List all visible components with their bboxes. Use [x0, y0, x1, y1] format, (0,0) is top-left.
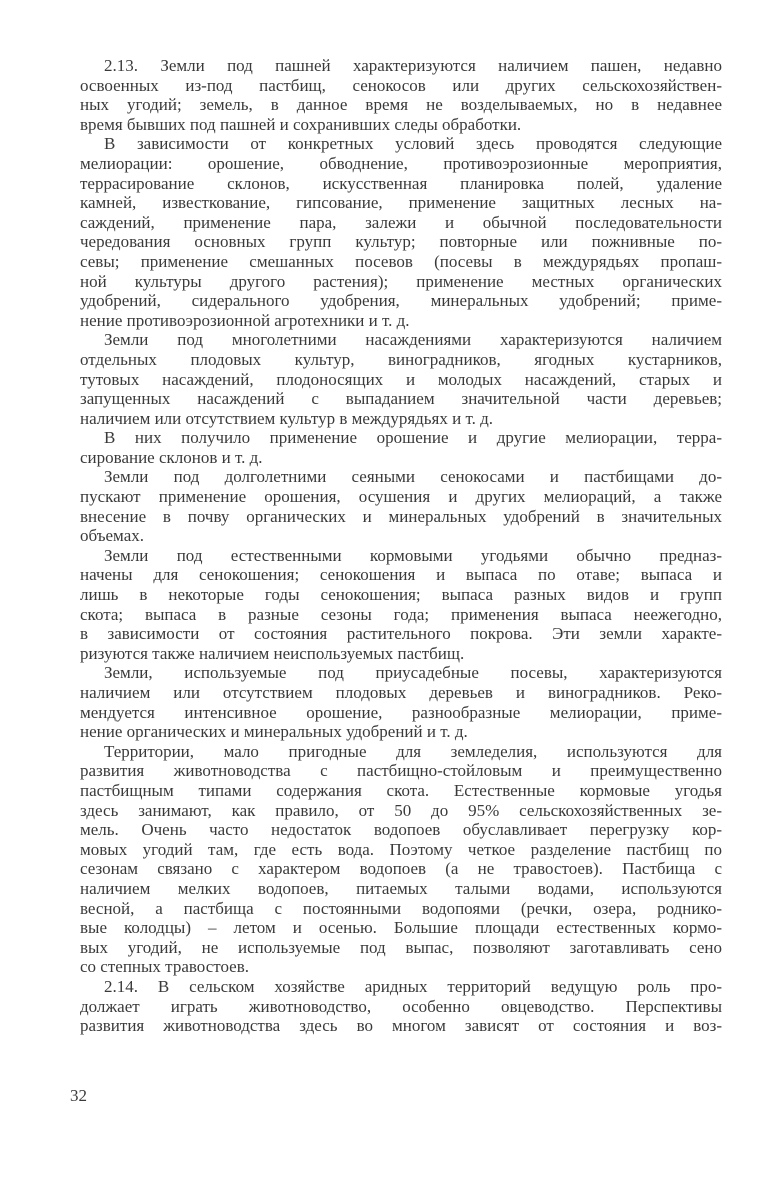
text-line: нение противоэрозионной агротехники и т. д.	[80, 310, 410, 330]
text-line: развития животноводства здесь во многом зависят от состояния и воз-	[80, 1016, 722, 1036]
text-line: в зависимости от состояния растительного покрова. Эти земли характе-	[80, 624, 722, 644]
paragraph-irrigation	[80, 428, 722, 467]
text-line: весной, а пастбища с постоянными водопоями (речки, озера, роднико-	[80, 898, 722, 918]
text-line: мендуется интенсивное орошение, разнообразные мелиорации, приме-	[80, 702, 722, 722]
text-line: камней, известкование, гипсование, применение защитных лесных на-	[80, 193, 722, 213]
document-page	[80, 56, 722, 1036]
text-line: ризуются также наличием неиспользуемых пастбищ.	[80, 643, 465, 663]
text-line: В зависимости от конкретных условий здесь проводятся следующие	[104, 134, 722, 154]
text-line: вые колодцы) – летом и осенью. Большие площади естественных кормо-	[80, 918, 722, 938]
text-line: должает играть животноводство, особенно овцеводство. Перспективы	[80, 996, 722, 1016]
text-line: Земли, используемые под приусадебные посевы, характеризуются	[104, 663, 722, 683]
paragraph-hayfields	[80, 467, 722, 545]
paragraph-territories	[80, 742, 722, 977]
text-line: пускают применение орошения, осушения и других мелиораций, а также	[80, 487, 722, 507]
text-line: сирование склонов и т. д.	[80, 447, 263, 467]
text-line: вых угодий, не используемые под выпас, позволяют заготавливать сено	[80, 937, 722, 957]
text-line: ных угодий; земель, в данное время не возделываемых, но в недавнее	[80, 95, 722, 115]
text-line: В них получило применение орошение и другие мелиорации, терра-	[104, 428, 722, 448]
text-line: здесь занимают, как правило, от 50 до 95% сельскохозяйственных зе-	[80, 800, 722, 820]
text-line: внесение в почву органических и минеральных удобрений в значительных	[80, 506, 722, 526]
paragraph-melioration	[80, 134, 722, 330]
text-line: 2.13. Земли под пашней характеризуются наличием пашен, недавно	[104, 56, 722, 75]
text-line: запущенных насаждений с выпаданием значительной части деревьев;	[80, 389, 722, 409]
text-line: объемах.	[80, 526, 144, 546]
text-line: скота; выпаса в разные сезоны года; применения выпаса неежегодно,	[80, 604, 722, 624]
text-line: начены для сенокошения; сенокошения и выпаса по отаве; выпаса и	[80, 565, 722, 585]
text-line: пастбищным типами содержания скота. Естественные кормовые угодья	[80, 780, 722, 800]
paragraph-perennial-plantings	[80, 330, 722, 428]
text-line: мелиорации: орошение, обводнение, противоэрозионные мероприятия,	[80, 153, 722, 173]
text-line: развития животноводства с пастбищно-стойловым и преимущественно	[80, 761, 722, 781]
text-line: Земли под долголетними сеяными сенокосами и пастбищами до-	[104, 467, 722, 487]
text-line: лишь в некоторые годы сенокошения; выпаса разных видов и групп	[80, 585, 722, 605]
text-line: со степных травостоев.	[80, 957, 249, 977]
text-line: Земли под многолетними насаждениями характеризуются наличием	[104, 330, 722, 350]
text-line: тутовых насаждений, плодоносящих и молодых насаждений, старых и	[80, 369, 722, 389]
text-line: наличием мелких водопоев, питаемых талыми водами, используются	[80, 878, 722, 898]
text-line: отдельных плодовых культур, виноградников, ягодных кустарников,	[80, 349, 722, 369]
text-line: мовых угодий там, где есть вода. Поэтому четкое разделение пастбищ по	[80, 839, 722, 859]
text-line: сезонам связано с характером водопоев (а не травостоев). Пастбища с	[80, 859, 722, 879]
text-line: время бывших под пашней и сохранивших следы обработки.	[80, 114, 522, 134]
paragraph-2-14	[80, 977, 722, 1036]
text-line: удобрений, сидерального удобрения, минеральных удобрений; приме-	[80, 291, 722, 311]
text-line: саждений, применение пара, залежи и обычной последовательности	[80, 212, 722, 232]
text-line: нение органических и минеральных удобрений и т. д.	[80, 722, 468, 742]
text-line: мель. Очень часто недостаток водопоев обуславливает перегрузку кор-	[80, 820, 722, 840]
text-line: наличием или отсутствием плодовых деревьев и виноградников. Реко-	[80, 683, 722, 702]
text-line: террасирование склонов, искусственная планировка полей, удаление	[80, 173, 722, 193]
text-line: освоенных из-под пастбищ, сенокосов или других сельскохозяйствен-	[80, 75, 722, 95]
paragraph-2-13	[80, 56, 722, 134]
paragraph-natural-forage	[80, 546, 722, 664]
text-line: 2.14. В сельском хозяйстве аридных территорий ведущую роль про-	[104, 976, 722, 996]
paragraph-household-plots	[80, 663, 722, 741]
text-line: чередования основных групп культур; повторные или пожнивные по-	[80, 232, 722, 252]
text-line: Земли под естественными кормовыми угодьями обычно предназ-	[104, 545, 722, 565]
text-line: Территории, мало пригодные для земледелия, используются для	[104, 741, 722, 761]
text-line: ной культуры другого растения); применение местных органических	[80, 271, 722, 291]
page-number: 32	[70, 1086, 87, 1105]
text-line: наличием или отсутствием культур в междурядьях и т. д.	[80, 408, 494, 428]
text-line: севы; применение смешанных посевов (посевы в междурядьях пропаш-	[80, 251, 722, 271]
